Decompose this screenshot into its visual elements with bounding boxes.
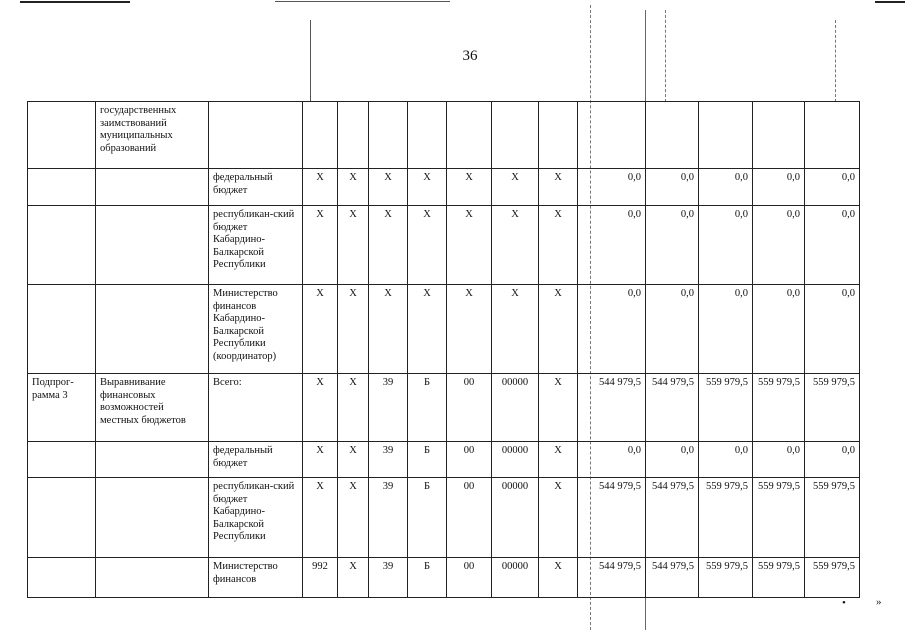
- name-cell: государственных заимствований муниципальных образований: [96, 102, 209, 169]
- source-cell: Министерство финансов Кабардино-Балкарской Республики (координатор): [209, 285, 303, 374]
- code-cell: Х: [369, 169, 408, 206]
- code-cell: Х: [303, 374, 338, 442]
- name-cell: [96, 285, 209, 374]
- code-cell: Х: [338, 478, 369, 558]
- scan-edge-line: [275, 1, 450, 2]
- value-cell: 544 979,5: [646, 374, 699, 442]
- code-cell: [539, 102, 578, 169]
- budget-table: [27, 101, 860, 598]
- code-cell: 00: [447, 558, 492, 598]
- code-cell: Х: [539, 442, 578, 478]
- name-cell: [96, 206, 209, 285]
- table-row: [28, 206, 860, 285]
- value-cell: [578, 102, 646, 169]
- code-cell: Х: [539, 478, 578, 558]
- code-cell: [408, 102, 447, 169]
- source-cell: Министерство финансов: [209, 558, 303, 598]
- code-cell: 00000: [492, 558, 539, 598]
- code-cell: Х: [338, 285, 369, 374]
- code-cell: Х: [303, 206, 338, 285]
- code-cell: [369, 102, 408, 169]
- name-cell: [96, 478, 209, 558]
- value-cell: 0,0: [646, 206, 699, 285]
- code-cell: Х: [303, 169, 338, 206]
- code-cell: Х: [539, 285, 578, 374]
- code-cell: Х: [447, 206, 492, 285]
- value-cell: 559 979,5: [699, 374, 753, 442]
- code-cell: Х: [338, 558, 369, 598]
- value-cell: [753, 102, 805, 169]
- page-number: 36: [462, 48, 478, 64]
- code-cell: Х: [408, 206, 447, 285]
- code-cell: Х: [408, 285, 447, 374]
- code-cell: Х: [369, 206, 408, 285]
- code-cell: 992: [303, 558, 338, 598]
- program-cell: [28, 285, 96, 374]
- code-cell: Х: [408, 169, 447, 206]
- value-cell: 0,0: [805, 169, 860, 206]
- source-cell: Всего:: [209, 374, 303, 442]
- code-cell: Б: [408, 374, 447, 442]
- fold-line: [665, 10, 666, 102]
- program-cell: [28, 102, 96, 169]
- code-cell: Х: [492, 206, 539, 285]
- value-cell: 544 979,5: [646, 558, 699, 598]
- value-cell: [699, 102, 753, 169]
- source-cell: республикан-ский бюджет Кабардино-Балкарской Республики: [209, 478, 303, 558]
- table-row: [28, 102, 860, 169]
- value-cell: 0,0: [578, 442, 646, 478]
- code-cell: 00: [447, 478, 492, 558]
- value-cell: [646, 102, 699, 169]
- code-cell: Х: [447, 169, 492, 206]
- code-cell: 00: [447, 374, 492, 442]
- name-cell: [96, 558, 209, 598]
- value-cell: 559 979,5: [753, 374, 805, 442]
- value-cell: 0,0: [699, 442, 753, 478]
- table-row: [28, 169, 860, 206]
- value-cell: 0,0: [699, 285, 753, 374]
- program-cell: [28, 169, 96, 206]
- closing-quote-mark: »: [876, 596, 882, 608]
- name-cell: Выравнивание финансовых возможностей местных бюджетов: [96, 374, 209, 442]
- source-cell: федеральный бюджет: [209, 169, 303, 206]
- program-cell: [28, 558, 96, 598]
- code-cell: 00000: [492, 442, 539, 478]
- value-cell: 0,0: [578, 285, 646, 374]
- value-cell: 559 979,5: [753, 478, 805, 558]
- code-cell: 39: [369, 478, 408, 558]
- program-cell: [28, 478, 96, 558]
- code-cell: Б: [408, 478, 447, 558]
- source-cell: республикан-ский бюджет Кабардино-Балкарской Республики: [209, 206, 303, 285]
- value-cell: 0,0: [753, 206, 805, 285]
- value-cell: 544 979,5: [578, 478, 646, 558]
- table-row: [28, 442, 860, 478]
- code-cell: Х: [303, 285, 338, 374]
- value-cell: 544 979,5: [578, 374, 646, 442]
- value-cell: 0,0: [805, 206, 860, 285]
- code-cell: Х: [539, 374, 578, 442]
- code-cell: [303, 102, 338, 169]
- value-cell: 559 979,5: [805, 374, 860, 442]
- code-cell: 39: [369, 374, 408, 442]
- table-row: [28, 478, 860, 558]
- value-cell: 0,0: [578, 206, 646, 285]
- code-cell: [447, 102, 492, 169]
- value-cell: 559 979,5: [699, 478, 753, 558]
- fold-line: [835, 20, 836, 102]
- code-cell: [492, 102, 539, 169]
- value-cell: 0,0: [578, 169, 646, 206]
- value-cell: 0,0: [699, 169, 753, 206]
- value-cell: 559 979,5: [805, 558, 860, 598]
- value-cell: 559 979,5: [699, 558, 753, 598]
- value-cell: 544 979,5: [578, 558, 646, 598]
- value-cell: 0,0: [805, 442, 860, 478]
- code-cell: [338, 102, 369, 169]
- value-cell: 0,0: [805, 285, 860, 374]
- scan-edge-line: [20, 1, 130, 3]
- code-cell: Х: [492, 285, 539, 374]
- code-cell: Х: [539, 558, 578, 598]
- code-cell: Х: [539, 206, 578, 285]
- value-cell: [805, 102, 860, 169]
- code-cell: Х: [338, 206, 369, 285]
- value-cell: 0,0: [753, 285, 805, 374]
- table-row: [28, 285, 860, 374]
- source-cell: федеральный бюджет: [209, 442, 303, 478]
- code-cell: 00: [447, 442, 492, 478]
- code-cell: Х: [539, 169, 578, 206]
- table-row: [28, 374, 860, 442]
- code-cell: 00000: [492, 374, 539, 442]
- code-cell: Х: [369, 285, 408, 374]
- speck-mark: •: [842, 597, 846, 609]
- value-cell: 0,0: [646, 442, 699, 478]
- value-cell: 559 979,5: [805, 478, 860, 558]
- code-cell: Х: [338, 442, 369, 478]
- code-cell: Х: [303, 478, 338, 558]
- code-cell: 39: [369, 442, 408, 478]
- value-cell: 0,0: [753, 169, 805, 206]
- value-cell: 0,0: [699, 206, 753, 285]
- program-cell: [28, 206, 96, 285]
- code-cell: Х: [338, 374, 369, 442]
- program-cell: [28, 442, 96, 478]
- code-cell: Х: [492, 169, 539, 206]
- code-cell: Б: [408, 558, 447, 598]
- code-cell: Б: [408, 442, 447, 478]
- name-cell: [96, 442, 209, 478]
- value-cell: 0,0: [646, 169, 699, 206]
- value-cell: 0,0: [753, 442, 805, 478]
- code-cell: Х: [338, 169, 369, 206]
- value-cell: 0,0: [646, 285, 699, 374]
- fold-line: [310, 20, 311, 102]
- code-cell: 00000: [492, 478, 539, 558]
- value-cell: 544 979,5: [646, 478, 699, 558]
- source-cell: [209, 102, 303, 169]
- program-cell: Подпрог-рамма 3: [28, 374, 96, 442]
- scan-edge-line: [875, 1, 905, 3]
- code-cell: Х: [447, 285, 492, 374]
- table-row: [28, 558, 860, 598]
- code-cell: 39: [369, 558, 408, 598]
- value-cell: 559 979,5: [753, 558, 805, 598]
- code-cell: Х: [303, 442, 338, 478]
- name-cell: [96, 169, 209, 206]
